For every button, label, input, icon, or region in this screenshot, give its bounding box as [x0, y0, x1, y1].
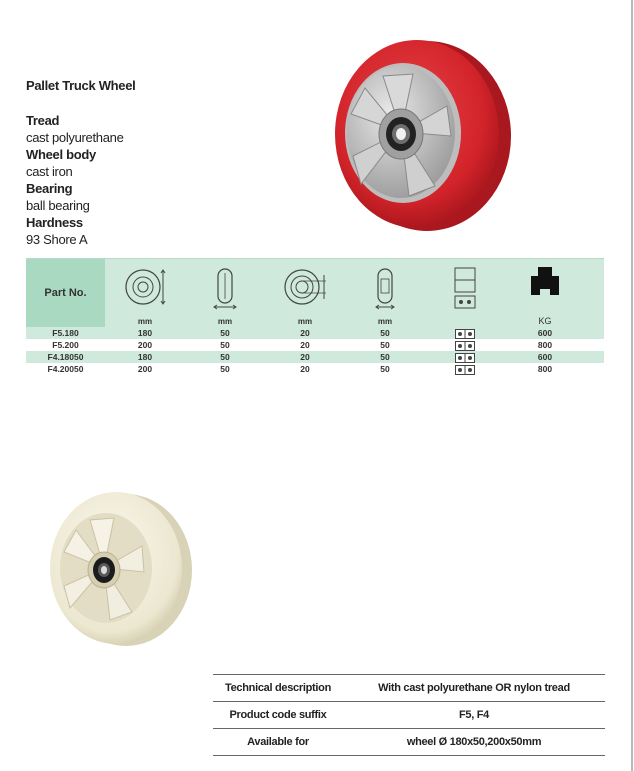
load-capacity-icon [528, 265, 562, 299]
ball-bearing-icon [455, 353, 475, 363]
bore-diameter-icon [280, 265, 330, 309]
table-row [26, 339, 604, 351]
tech-label: Technical description [225, 682, 331, 694]
tech-row-suffix [213, 701, 605, 728]
width-unit: mm [217, 317, 233, 326]
part-no-cell: F4.20050 [47, 364, 84, 374]
width-cell: 50 [220, 340, 230, 350]
bore-column-header [265, 259, 345, 327]
diameter-column-header [105, 259, 185, 327]
spec-value-wheel-body: cast iron [26, 164, 73, 179]
load-cell: 800 [537, 364, 553, 374]
spec-table-header [26, 258, 604, 327]
ball-bearing-icon [455, 341, 475, 351]
bore-cell: 20 [300, 352, 310, 362]
load-cell: 800 [537, 340, 553, 350]
bore-cell: 20 [300, 364, 310, 374]
bearing-column-header [425, 259, 505, 327]
load-cell: 600 [537, 328, 553, 338]
part-no-header: Part No. [26, 259, 105, 327]
part-no-cell: F4.18050 [47, 352, 84, 362]
spec-value-hardness: 93 Shore A [26, 232, 88, 247]
part-no-cell: F5.200 [52, 340, 79, 350]
spec-value-tread: cast polyurethane [26, 130, 124, 145]
bore-cell: 20 [300, 328, 310, 338]
tech-label: Available for [247, 736, 309, 748]
wheel-diameter-icon [123, 265, 167, 309]
diameter-cell: 180 [137, 328, 153, 338]
bearing-cell [425, 327, 505, 339]
table-row [26, 351, 604, 363]
spec-label-tread: Tread [26, 113, 60, 128]
hub-cell: 50 [380, 352, 390, 362]
tech-row-description [213, 674, 605, 701]
width-cell: 50 [220, 364, 230, 374]
width-cell: 50 [220, 352, 230, 362]
nylon-wheel-image [44, 490, 194, 650]
ball-bearing-icon [455, 329, 475, 339]
part-no-cell: F5.180 [52, 328, 79, 338]
tech-value: With cast polyurethane OR nylon tread [378, 682, 570, 694]
spec-label-hardness: Hardness [26, 215, 83, 230]
spec-label-bearing: Bearing [26, 181, 73, 196]
table-row [26, 327, 604, 339]
bearing-cell [425, 351, 505, 363]
load-column-header [505, 259, 585, 327]
diameter-unit: mm [137, 317, 153, 326]
tech-value: wheel Ø 180x50,200x50mm [406, 736, 542, 748]
load-cell: 600 [537, 352, 553, 362]
width-cell: 50 [220, 328, 230, 338]
product-specs [26, 112, 124, 248]
hub-length-icon [370, 265, 400, 313]
tech-label: Product code suffix [229, 709, 327, 721]
hub-unit: mm [377, 317, 393, 326]
diameter-cell: 200 [137, 340, 153, 350]
hub-cell: 50 [380, 340, 390, 350]
spec-table [26, 258, 604, 375]
bearing-cell [425, 363, 505, 375]
tech-value: F5, F4 [459, 709, 489, 721]
bearing-type-icon [452, 265, 478, 311]
red-wheel-image [325, 36, 515, 236]
bearing-cell [425, 339, 505, 351]
bore-cell: 20 [300, 340, 310, 350]
product-title: Pallet Truck Wheel [26, 78, 136, 93]
wheel-width-icon [210, 265, 240, 313]
table-row [26, 363, 604, 375]
hub-column-header [345, 259, 425, 327]
diameter-cell: 180 [137, 352, 153, 362]
load-unit: KG [538, 316, 552, 326]
technical-description-table [213, 674, 605, 756]
hub-cell: 50 [380, 328, 390, 338]
diameter-cell: 200 [137, 364, 153, 374]
width-column-header [185, 259, 265, 327]
tech-row-available [213, 728, 605, 756]
ball-bearing-icon [455, 365, 475, 375]
spec-label-wheel-body: Wheel body [26, 147, 96, 162]
spec-value-bearing: ball bearing [26, 198, 90, 213]
bore-unit: mm [297, 317, 313, 326]
hub-cell: 50 [380, 364, 390, 374]
